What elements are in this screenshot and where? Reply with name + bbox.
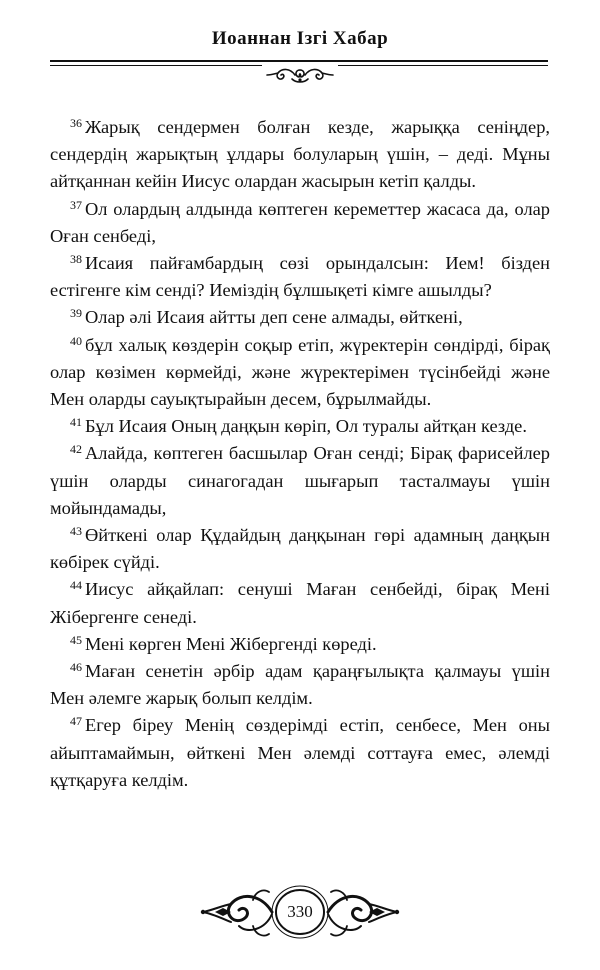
verse-text: Ол олардың алдында көптеген кереметтер жасаса да, олар Оған сенбеді, xyxy=(50,198,550,246)
header-rule-thick xyxy=(50,60,548,62)
running-header-title: Иоаннан Ізгі Хабар xyxy=(211,28,389,49)
verse xyxy=(50,332,550,414)
ornament-scroll-icon xyxy=(262,64,338,86)
verse xyxy=(50,304,550,331)
verse xyxy=(50,440,550,522)
verse-number: 44 xyxy=(70,578,82,593)
page-number: 330 xyxy=(287,902,313,921)
verse xyxy=(50,631,550,658)
chapter-text xyxy=(50,114,550,794)
verse xyxy=(50,413,550,440)
verse-text: Мені көрген Мені Жібергенді көреді. xyxy=(85,633,377,654)
verse xyxy=(50,250,550,304)
verse-number: 42 xyxy=(70,442,82,457)
verse-number: 40 xyxy=(70,333,82,348)
verse-text: Маған сенетін әрбір адам қараңғылықта қалмауы үшін Мен әлемге жарық болып келдім. xyxy=(50,661,550,709)
verse-number: 38 xyxy=(70,252,82,267)
verse xyxy=(50,196,550,250)
verse-number: 39 xyxy=(70,306,82,321)
verse-text: Алайда, көптеген басшылар Оған сенді; Бірақ фарисейлер үшін оларды синагогадан шығарып тасталмауы үшін мойындамады, xyxy=(50,443,550,518)
verse xyxy=(50,114,550,196)
verse-text: Олар әлі Исаия айтты деп сене алмады, өйткені, xyxy=(85,307,463,328)
page-footer xyxy=(195,880,405,944)
verse xyxy=(50,576,550,630)
verse-text: бұл халық көздерін соқыр етіп, жүректерін сөндірді, бірақ олар көзімен көрмейді, және жүректерімен түсінбейді және Мен оларды сауықтырайын десем, бұрылмайды. xyxy=(50,334,550,410)
verse xyxy=(50,658,550,712)
verse xyxy=(50,712,550,794)
verse-text: Исаия пайғамбардың сөзі орындалсын: Ием! бізден естігенге кім сенді? Иеміздің бұлшықеті кімге ашылды? xyxy=(50,253,550,301)
verse-number: 46 xyxy=(70,660,82,675)
verse-text: Өйткені олар Құдайдың даңқынан гөрі адамның даңқын көбірек сүйді. xyxy=(50,525,550,573)
verse xyxy=(50,522,550,576)
verse-text: Егер біреу Менің сөздерімді естіп, сенбесе, Мен оны айыптамаймын, өйткені Мен әлемді соттауға емес, әлемді құтқаруға келдім. xyxy=(50,715,550,790)
verse-text: Бұл Исаия Оның даңқын көріп, Ол туралы айтқан кезде. xyxy=(85,416,527,437)
verse-text: Жарық сендермен болған кезде, жарыққа сеніңдер, сендердің жарықтың ұлдары болуларың үшін, – деді. Мұны айтқаннан кейін Иисус олардан жасырын кетіп қалды. xyxy=(50,117,550,192)
verse-number: 45 xyxy=(70,632,82,647)
verse-number: 36 xyxy=(70,116,82,130)
verse-text: Иисус айқайлап: сенуші Маған сенбейді, бірақ Мені Жібергенге сенеді. xyxy=(50,579,550,627)
verse-number: 43 xyxy=(70,524,82,539)
verse-number: 37 xyxy=(70,197,82,212)
verse-number: 47 xyxy=(70,714,82,729)
verse-number: 41 xyxy=(70,415,82,430)
